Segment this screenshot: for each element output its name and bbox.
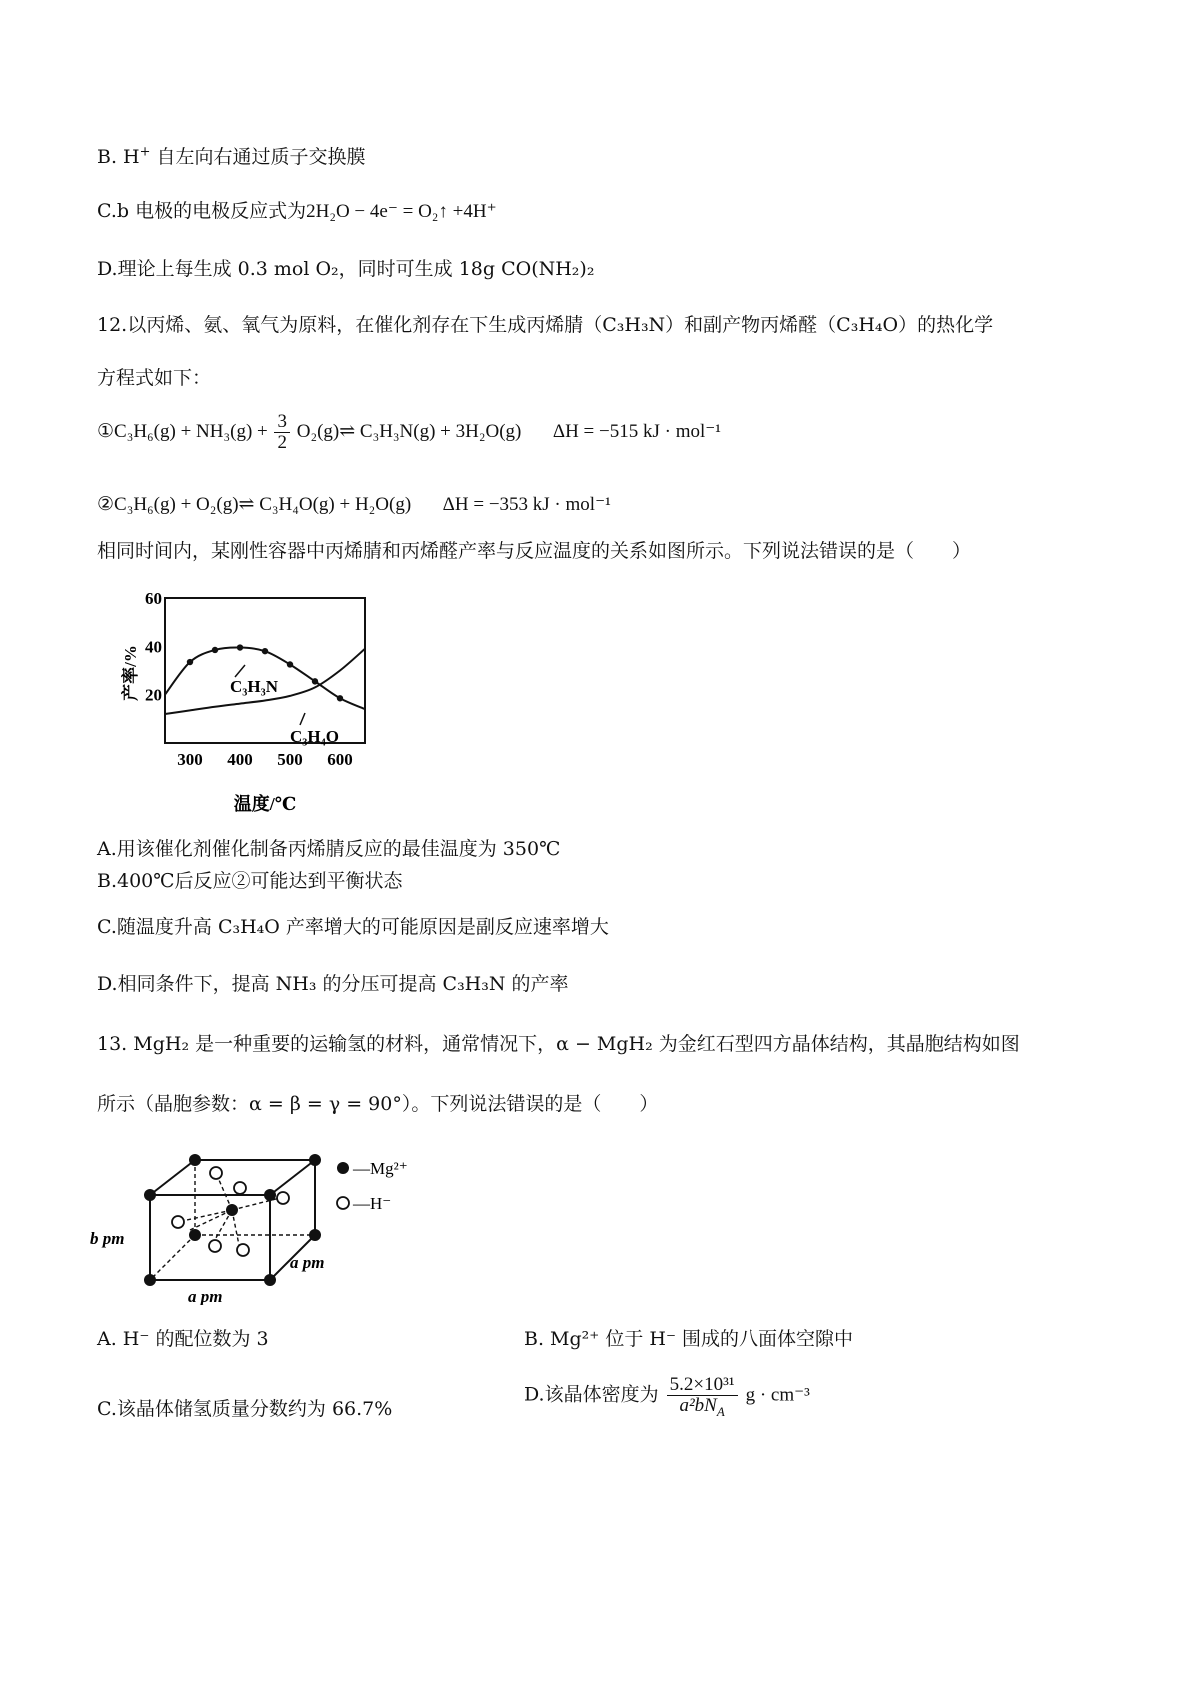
q12-stem-line-2: 方程式如下： <box>97 367 212 389</box>
q11-option-b-text: B. H <box>97 146 140 168</box>
q12-eq2-body: ②C₃H₆(g) + O₂(g)⇌ C₃H₄O(g) + H₂O(g) <box>97 494 412 515</box>
cell-label-a-width: a pm <box>188 1287 223 1305</box>
q13-stem-line-2: 所示（晶胞参数：α = β = γ = 90°）。下列说法错误的是（ ） <box>97 1093 659 1115</box>
q13-stem-line-1: 13. MgH₂ 是一种重要的运输氢的材料，通常情况下，α − MgH₂ 为金红石型四方晶体结构，其晶胞结构如图 <box>97 1033 1020 1055</box>
q11-option-b <box>97 146 366 169</box>
yield-temperature-chart <box>90 585 390 825</box>
chart-x-axis-label: 温度/℃ <box>233 794 297 814</box>
chart-y-ticks <box>145 589 162 705</box>
chart-x-tick-label: 600 <box>327 750 353 769</box>
chart-point-c3h3n <box>287 661 293 667</box>
chart-plot-frame <box>165 598 365 743</box>
chart-x-tick-label: 500 <box>277 750 303 769</box>
chart-x-tick-label: 300 <box>177 750 203 769</box>
q12-equation-1 <box>97 412 721 453</box>
cell-label-a-depth: a pm <box>290 1253 325 1272</box>
q11-option-d <box>97 258 594 281</box>
chart-x-tick-label: 400 <box>227 750 253 769</box>
q11-option-c-prefix: C.b 电极的电极反应式为 <box>97 200 307 222</box>
q13-option-d-fraction <box>667 1374 738 1419</box>
chart-series-label-c3h4o: C₃H₄O <box>290 727 339 746</box>
q12-eq2-enthalpy: ΔH = −353 kJ · mol⁻¹ <box>442 494 611 515</box>
q12-eq1-right: O₂(g)⇌ C₃H₃N(g) + 3H₂O(g) <box>296 420 522 442</box>
crystal-cell-figure <box>90 1140 450 1305</box>
q12-option-d: D.相同条件下，提高 NH₃ 的分压可提高 C₃H₃N 的产率 <box>97 973 569 995</box>
legend-h-label: —H⁻ <box>353 1194 392 1213</box>
q12-eq1-fraction <box>274 412 290 453</box>
chart-point-c3h3n <box>187 659 193 665</box>
q13-option-d-num: 5.2×10³¹ <box>667 1375 738 1396</box>
q12-stem-line-3: 相同时间内，某刚性容器中丙烯腈和丙烯醛产率与反应温度的关系如图所示。下列说法错误的是（ ） <box>97 540 972 562</box>
chart-y-axis-label: 产率/% <box>121 645 140 701</box>
q11-option-c-equation: 2H₂O − 4e⁻ = O₂↑ +4H⁺ <box>306 201 497 222</box>
q12-eq1-fraction-num: 3 <box>274 412 290 433</box>
chart-point-c3h3n <box>237 644 243 650</box>
chart-y-tick-label: 40 <box>145 637 162 657</box>
chart-c3h4o-leader <box>300 713 305 725</box>
q13-option-d <box>524 1374 810 1419</box>
q13-option-a: A. H⁻ 的配位数为 3 <box>97 1328 269 1350</box>
q12-stem-line-1: 12.以丙烯、氨、氧气为原料，在催化剂存在下生成丙烯腈（C₃H₃N）和副产物丙烯醛（C₃H₄O）的热化学 <box>97 314 994 336</box>
chart-point-c3h3n <box>312 678 318 684</box>
q11-option-b-sup: + <box>139 144 151 160</box>
chart-x-ticks <box>177 750 353 769</box>
q12-equation-2 <box>97 494 611 517</box>
chart-y-tick-label: 20 <box>145 685 162 705</box>
q13-option-d-unit: g · cm⁻³ <box>745 1384 810 1406</box>
q11-option-d-text: D.理论上每生成 0.3 mol O₂，同时可生成 18g CO(NH₂)₂ <box>97 258 595 280</box>
q13-option-c: C.该晶体储氢质量分数约为 66.7% <box>97 1398 393 1420</box>
q13-option-d-den: a²bN <box>679 1394 717 1416</box>
q13-option-d-den-sub: A <box>716 1403 725 1419</box>
chart-point-c3h3n <box>212 647 218 653</box>
q13-option-b: B. Mg²⁺ 位于 H⁻ 围成的八面体空隙中 <box>524 1328 854 1350</box>
legend-h-marker <box>337 1197 349 1209</box>
q12-option-b: B.400℃后反应②可能达到平衡状态 <box>97 870 403 892</box>
chart-series-label-c3h3n: C₃H₃N <box>230 677 278 696</box>
q12-option-a: A.用该催化剂催化制备丙烯腈反应的最佳温度为 350℃ <box>97 838 561 860</box>
q11-option-b-body: 自左向右通过质子交换膜 <box>156 146 366 168</box>
q12-eq1-left: ①C₃H₆(g) + NH₃(g) + <box>97 420 268 442</box>
q11-option-c <box>97 200 497 224</box>
legend-mg-marker <box>337 1162 349 1174</box>
q12-option-c: C.随温度升高 C₃H₄O 产率增大的可能原因是副反应速率增大 <box>97 916 609 938</box>
chart-y-tick-label: 60 <box>145 589 162 608</box>
q13-option-d-prefix: D.该晶体密度为 <box>524 1383 659 1406</box>
legend-mg-label: —Mg²⁺ <box>353 1159 408 1178</box>
chart-point-c3h3n <box>262 648 268 654</box>
chart-c3h3n-leader <box>235 665 245 677</box>
q12-eq1-enthalpy: ΔH = −515 kJ · mol⁻¹ <box>552 420 721 442</box>
cell-label-b: b pm <box>90 1229 125 1248</box>
chart-point-c3h3n <box>337 695 343 701</box>
q12-eq1-fraction-den: 2 <box>277 431 287 453</box>
